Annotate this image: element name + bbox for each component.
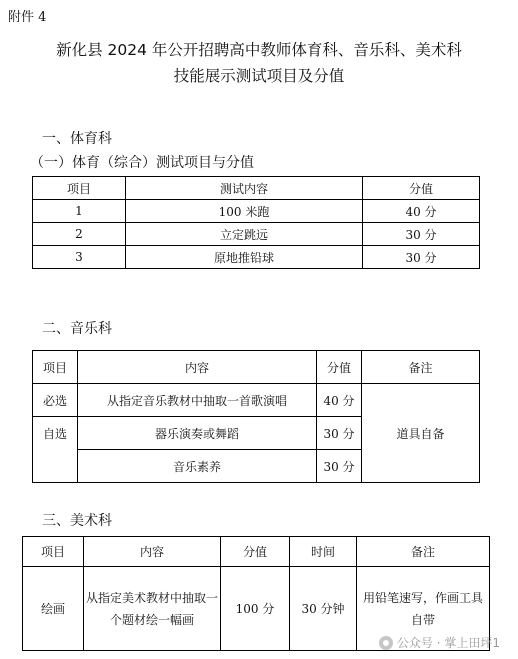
music-note: 道具自备 xyxy=(362,384,480,483)
music-header-content: 内容 xyxy=(78,351,317,384)
music-header-score: 分值 xyxy=(317,351,362,384)
music-table xyxy=(32,350,480,483)
table-row xyxy=(33,246,480,269)
pe-cell: 30 分 xyxy=(363,223,480,246)
music-heading: 二、音乐科 xyxy=(42,321,112,337)
pe-cell: 2 xyxy=(33,223,126,246)
pe-header-content: 测试内容 xyxy=(126,177,363,200)
art-cell: 绘画 xyxy=(23,567,84,651)
watermark-text: 公众号 · 掌上田坪1 xyxy=(396,636,500,650)
attachment-label: 附件 4 xyxy=(8,10,47,25)
art-header-item: 项目 xyxy=(23,537,84,567)
pe-cell: 100 米跑 xyxy=(126,200,363,223)
wechat-icon xyxy=(379,636,393,650)
pe-cell: 40 分 xyxy=(363,200,480,223)
music-cell: 30 分 xyxy=(317,450,362,483)
art-header-row xyxy=(23,537,490,567)
art-cell: 30 分钟 xyxy=(290,567,357,651)
music-cell: 40 分 xyxy=(317,384,362,417)
pe-table xyxy=(32,176,480,269)
pe-cell: 30 分 xyxy=(363,246,480,269)
music-cell: 音乐素养 xyxy=(78,450,317,483)
pe-cell: 原地推铅球 xyxy=(126,246,363,269)
watermark xyxy=(379,634,500,651)
music-cell: 30 分 xyxy=(317,417,362,450)
pe-header-item: 项目 xyxy=(33,177,126,200)
pe-cell: 立定跳远 xyxy=(126,223,363,246)
music-cell: 器乐演奏或舞蹈 xyxy=(78,417,317,450)
document-title-line1: 新化县 2024 年公开招聘高中教师体育科、音乐科、美术科 xyxy=(56,41,462,59)
music-header-note: 备注 xyxy=(362,351,480,384)
table-row xyxy=(33,223,480,246)
art-header-note: 备注 xyxy=(357,537,490,567)
music-cell: 从指定音乐教材中抽取一首歌演唱 xyxy=(78,384,317,417)
pe-cell: 1 xyxy=(33,200,126,223)
document-title-line2: 技能展示测试项目及分值 xyxy=(173,67,345,85)
art-cell: 100 分 xyxy=(221,567,290,651)
pe-header-score: 分值 xyxy=(363,177,480,200)
art-header-score: 分值 xyxy=(221,537,290,567)
pe-subheading: （一）体育（综合）测试项目与分值 xyxy=(30,155,254,171)
pe-header-row xyxy=(33,177,480,200)
art-header-content: 内容 xyxy=(84,537,221,567)
art-cell: 用铅笔速写，作画工具自带 xyxy=(357,567,490,651)
art-header-time: 时间 xyxy=(290,537,357,567)
table-row xyxy=(33,384,480,417)
music-cell: 自选 xyxy=(33,417,78,483)
pe-heading: 一、体育科 xyxy=(42,131,112,147)
music-header-row xyxy=(33,351,480,384)
art-cell: 从指定美术教材中抽取一个题材绘一幅画 xyxy=(84,567,221,651)
pe-cell: 3 xyxy=(33,246,126,269)
art-heading: 三、美术科 xyxy=(42,513,112,529)
music-header-item: 项目 xyxy=(33,351,78,384)
music-cell: 必选 xyxy=(33,384,78,417)
table-row xyxy=(33,200,480,223)
